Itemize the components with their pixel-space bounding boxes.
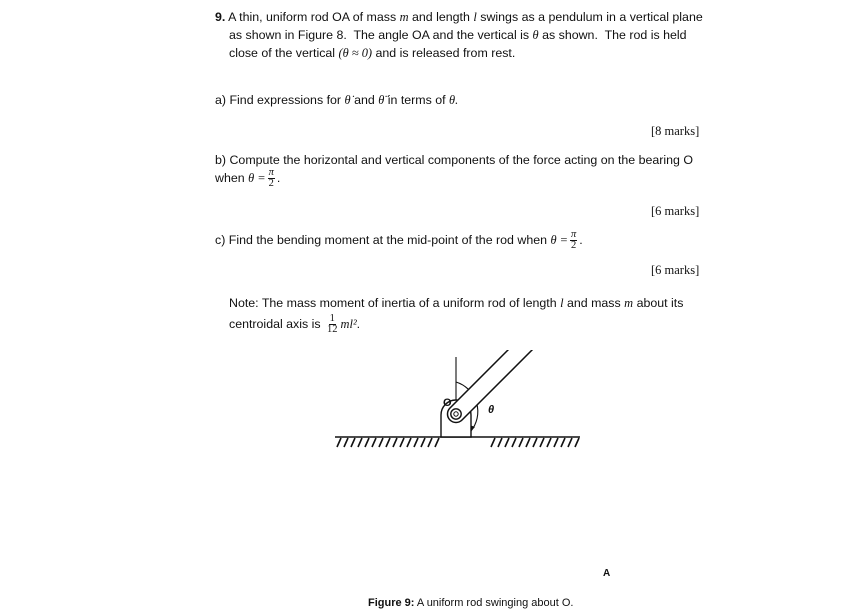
pivot-pin-inner	[454, 412, 458, 416]
period: .	[276, 171, 281, 185]
theta-equals: θ =	[248, 171, 266, 185]
pi-over-2-fraction: $\frac{\pi}{2}$	[268, 167, 274, 190]
figure-caption-text: A uniform rod swinging about O.	[416, 597, 574, 609]
part-b-marks: [6 marks]	[651, 204, 700, 218]
period: .	[356, 317, 361, 331]
length-symbol: l	[473, 10, 477, 24]
note-text: about its	[636, 296, 684, 310]
period: .	[579, 233, 583, 247]
pendulum-figure	[325, 350, 615, 588]
length-symbol: l	[560, 296, 564, 310]
theta-dot-symbol: θ̇	[344, 93, 351, 107]
part-a-marks: [8 marks]	[651, 124, 700, 138]
theta-symbol: θ	[532, 28, 539, 42]
intro-text: The angle OA and the vertical is	[353, 28, 530, 42]
inertia-expression: ml²	[340, 317, 357, 331]
part-b-text: Compute the horizontal and vertical components of the force acting on the bearing O	[229, 153, 694, 167]
note-line-1	[229, 296, 683, 311]
part-b-text: when	[215, 171, 245, 185]
theta-equals: θ =	[550, 233, 568, 247]
figure-caption-label: Figure 9:	[368, 597, 415, 609]
part-c-label: c)	[215, 233, 226, 247]
mass-symbol: m	[624, 296, 634, 310]
intro-text: The rod is held	[604, 28, 687, 42]
intro-text: as shown.	[542, 28, 598, 42]
intro-text: close of the vertical	[229, 46, 336, 60]
small-angle-math: (θ ≈ 0)	[338, 46, 373, 60]
question-number: 9.	[215, 10, 226, 24]
part-a-text: and	[354, 93, 375, 107]
pi-over-2-fraction: $\frac{\pi}{2}$	[571, 229, 577, 252]
part-c-text: Find the bending moment at the mid-point of the rod when	[228, 233, 547, 247]
part-a-text: in terms of	[387, 93, 446, 107]
part-c-marks: [6 marks]	[651, 263, 700, 277]
pivot-label-o: O	[443, 397, 452, 409]
theta-symbol: θ.	[449, 93, 459, 107]
ground-hatching	[337, 438, 579, 447]
angle-label-theta: θ	[488, 404, 495, 416]
mass-symbol: m	[399, 10, 409, 24]
part-b-line-1	[215, 153, 693, 168]
note-line-2	[229, 313, 360, 335]
intro-text: and length	[412, 10, 470, 24]
one-twelfth-fraction: $\frac{1}{12}$	[327, 313, 338, 336]
question-intro-line-3	[229, 46, 515, 61]
part-b-line-2	[215, 168, 280, 189]
theta-ddot-symbol: θ̈	[378, 93, 385, 107]
question-intro-line-2	[229, 28, 687, 43]
part-a	[215, 93, 458, 108]
part-a-label: a)	[215, 93, 227, 107]
part-b-label: b)	[215, 153, 227, 167]
intro-text: swings as a pendulum in a vertical plane	[480, 10, 703, 24]
end-label-a: A	[603, 568, 611, 579]
intro-text: and is released from rest.	[375, 46, 516, 60]
question-intro-line-1	[215, 10, 703, 25]
note-text: The mass moment of inertia of a uniform rod of length	[261, 296, 557, 310]
intro-text: as shown in Figure 8.	[229, 28, 347, 42]
figure-caption	[368, 596, 573, 611]
note-label: Note:	[229, 296, 259, 310]
part-a-text: Find expressions for	[229, 93, 342, 107]
note-text: centroidal axis is	[229, 317, 321, 331]
note-text: and mass	[566, 296, 621, 310]
intro-text: A thin, uniform rod OA of mass	[228, 10, 397, 24]
part-c	[215, 230, 583, 251]
